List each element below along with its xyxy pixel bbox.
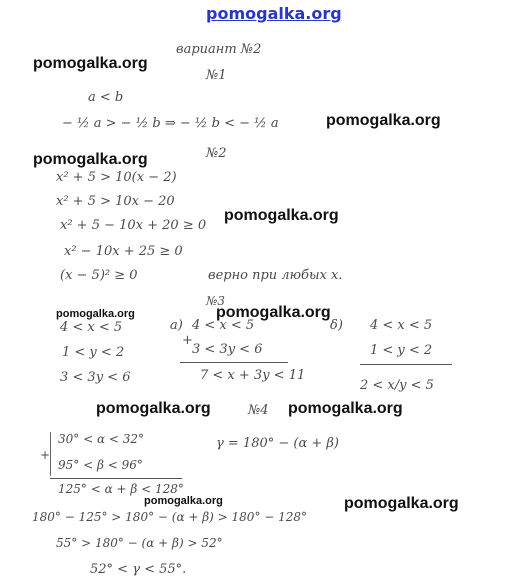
task3-given3: 3 < 3y < 6: [60, 370, 131, 385]
task4-result: 52° < γ < 55°.: [90, 562, 187, 577]
task2-line4: x² − 10x + 25 ≥ 0: [64, 244, 183, 259]
sum-rule-a: [180, 362, 288, 363]
division-rule-b: [360, 364, 452, 365]
task4-sum: 125° < α + β < 128°: [58, 482, 184, 496]
task3-a-label: a): [170, 318, 183, 333]
task2-label: №2: [206, 146, 227, 161]
watermark: pomogalka.org: [326, 112, 441, 129]
task3-b-line1: 4 < x < 5: [370, 318, 433, 333]
task1-line1: a < b: [88, 90, 124, 105]
task3-given2: 1 < y < 2: [62, 345, 125, 360]
task3-b-line2: 1 < y < 2: [370, 343, 433, 358]
task4-plus: +: [40, 448, 51, 462]
watermark: pomogalka.org: [144, 495, 223, 507]
task3-a-plus: +: [182, 333, 193, 348]
task4-step1: 180° − 125° > 180° − (α + β) > 180° − 128°: [32, 510, 308, 524]
task2-line2: x² + 5 > 10x − 20: [56, 194, 175, 209]
watermark: pomogalka.org: [224, 207, 339, 224]
system-brace: [50, 432, 51, 476]
watermark: pomogalka.org: [216, 304, 331, 321]
task2-line1: x² + 5 > 10(x − 2): [56, 170, 177, 185]
task3-label: №3: [206, 294, 225, 308]
task1-label: №1: [206, 68, 227, 83]
watermark: pomogalka.org: [56, 308, 135, 320]
task2-line5: (x − 5)² ≥ 0: [60, 268, 138, 283]
task4-gamma-formula: γ = 180° − (α + β): [216, 436, 339, 451]
watermark-top[interactable]: pomogalka.org: [206, 4, 342, 23]
task3-a-line2: 3 < 3y < 6: [192, 342, 263, 357]
task3-b-label: δ): [330, 318, 343, 333]
watermark: pomogalka.org: [96, 400, 211, 417]
watermark: pomogalka.org: [288, 400, 403, 417]
task3-b-result: 2 < x/y < 5: [360, 378, 434, 393]
task1-line2: − ½ a > − ½ b ⇒ − ½ b < − ½ a: [62, 116, 279, 131]
task3-a-line1: 4 < x < 5: [192, 318, 255, 333]
watermark: pomogalka.org: [33, 55, 148, 72]
watermark: pomogalka.org: [33, 151, 148, 168]
task4-beta: 95° < β < 96°: [58, 458, 143, 472]
task4-alpha: 30° < α < 32°: [58, 432, 145, 446]
watermark: pomogalka.org: [344, 495, 459, 512]
task3-given1: 4 < x < 5: [60, 320, 123, 335]
task3-a-result: 7 < x + 3y < 11: [200, 368, 306, 383]
task2-conclusion: верно при любых x.: [208, 268, 343, 283]
task4-label: №4: [248, 403, 269, 418]
task2-line3: x² + 5 − 10x + 20 ≥ 0: [60, 218, 207, 233]
sum-rule-angles: [50, 478, 182, 479]
variant-heading: вариант №2: [176, 42, 262, 57]
task4-step2: 55° > 180° − (α + β) > 52°: [56, 536, 223, 550]
